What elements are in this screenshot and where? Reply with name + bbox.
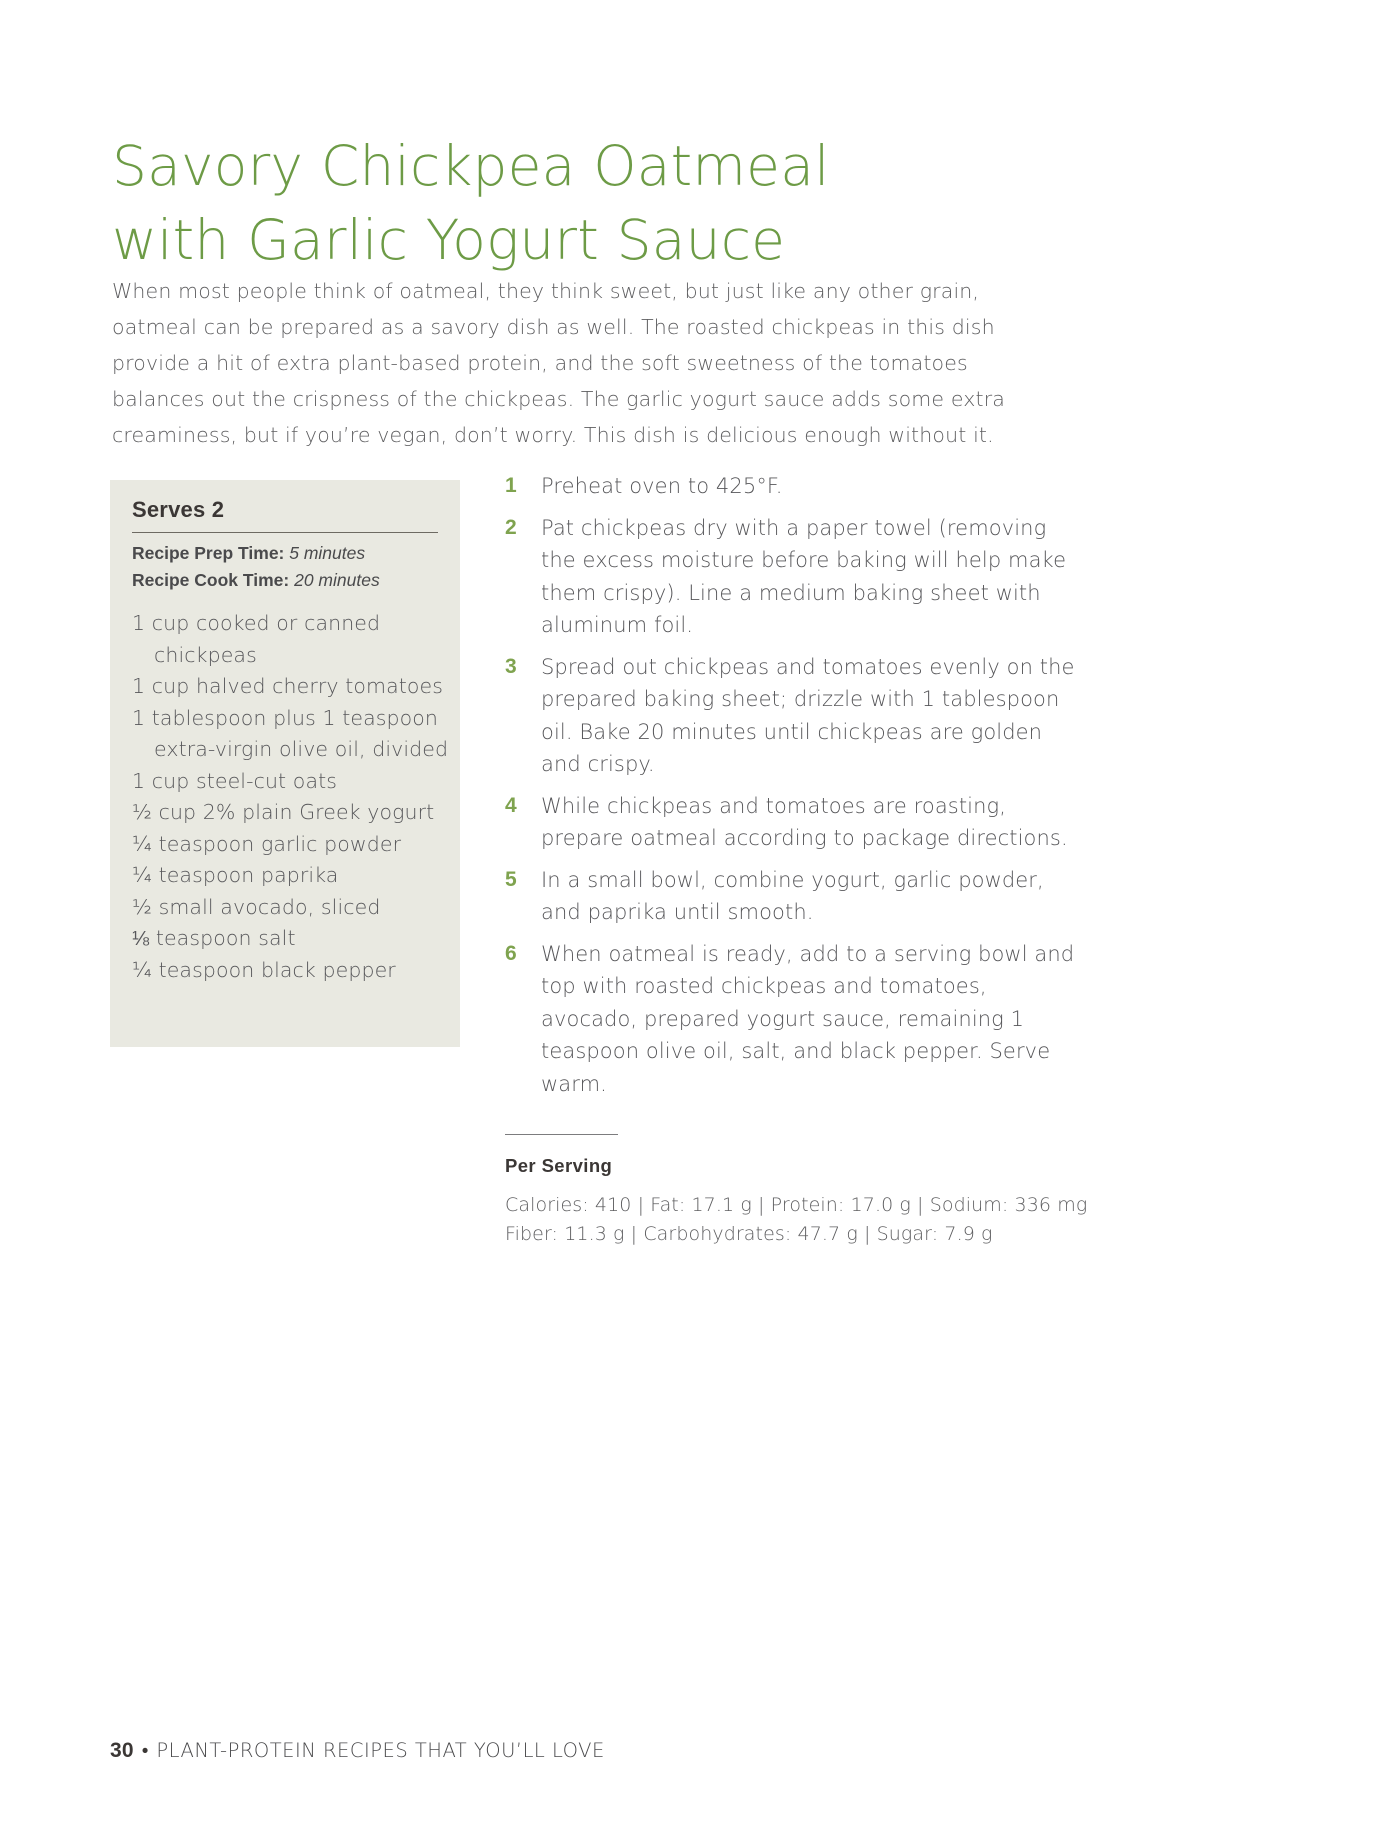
instruction-step [505,470,1075,503]
ingredient-item: ¼ teaspoon garlic powder [132,831,402,856]
nutrition-divider [505,1134,618,1135]
ingredient-item: 1 cup steel-cut oats [132,768,338,793]
step-number: 2 [505,515,517,539]
ingredient-item: 1 tablespoon plus 1 teaspoon extra-virgin olive oil, divided [132,705,449,761]
instruction-step [505,512,1075,642]
step-text: When oatmeal is ready, add to a serving bowl and top with roasted chickpeas and tomatoes, avocado, prepared yogurt sauce, remaining 1 teaspoon olive oil, salt, and black pepper. Serve warm. [541,941,1075,1096]
ingredient-item: 1 cup cooked or canned chickpeas [132,611,381,667]
intro-paragraph: When most people think of oatmeal, they think sweet, but just like any other grain, oatmeal can be prepared as a savory dish as well. The roasted chickpeas in this dish provide a hit of extra plant-based protein, and the soft sweetness of the tomatoes balances out the crispness of the chickpeas. The garlic yogurt sauce adds some extra creaminess, but if you’re vegan, don’t worry. This dish is delicious enough without it. [112,278,1005,447]
nutrition-block [505,1134,1088,1249]
step-number: 5 [505,867,517,891]
cook-time-label: Recipe Cook Time: [132,570,290,590]
instruction-step [505,938,1075,1101]
cook-time-value: 20 minutes [294,570,380,590]
serves-divider [132,532,438,533]
step-number: 4 [505,793,517,817]
step-number: 1 [505,474,517,497]
step-number: 6 [505,941,517,965]
step-text: In a small bowl, combine yogurt, garlic powder, and paprika until smooth. [541,867,1044,924]
prep-time-label: Recipe Prep Time: [132,543,285,563]
instruction-steps-list [505,470,1075,1109]
recipe-info-box [110,480,460,1047]
footer-page-number: 30 [110,1739,134,1762]
step-number: 3 [505,654,517,678]
instruction-step [505,651,1075,781]
nutrition-line-2: Fiber: 11.3 g | Carbohydrates: 47.7 g | Sugar: 7.9 g [505,1223,993,1245]
instruction-step [505,790,1075,855]
instruction-step [505,864,1075,929]
nutrition-heading: Per Serving [505,1155,613,1176]
ingredients-list [132,608,450,986]
nutrition-line-1: Calories: 410 | Fat: 17.1 g | Protein: 17.0 g | Sodium: 336 mg [505,1194,1088,1216]
page-title-line-2: with Garlic Yogurt Sauce [112,207,786,272]
step-text: Preheat oven to 425°F. [541,474,783,498]
ingredient-item: ¼ teaspoon paprika [132,863,339,887]
page-footer [110,1739,605,1763]
footer-section-title: PLANT-PROTEIN RECIPES THAT YOU’LL LOVE [156,1739,605,1762]
step-text: While chickpeas and tomatoes are roasting, prepare oatmeal according to package directions. [541,793,1068,850]
cook-time-row [132,567,452,594]
step-text: Spread out chickpeas and tomatoes evenly on the prepared baking sheet; drizzle with 1 tablespoon oil. Bake 20 minutes until chickpeas are golden and crispy. [541,654,1075,776]
page-title-line-1: Savory Chickpea Oatmeal [112,133,830,198]
ingredient-item: ½ small avocado, sliced [132,894,381,919]
prep-time-row [132,540,452,567]
serves-heading: Serves 2 [132,497,225,522]
prep-time-value: 5 minutes [289,543,366,563]
step-text: Pat chickpeas dry with a paper towel (removing the excess moisture before baking will help make them crispy). Line a medium baking sheet with aluminum foil. [541,515,1067,637]
page-title [112,129,1112,277]
ingredient-item: ⅛ teaspoon salt [132,926,296,950]
ingredient-item: ½ cup 2% plain Greek yogurt [132,800,435,824]
ingredient-item: 1 cup halved cherry tomatoes [132,674,444,698]
footer-bullet-icon: • [141,1741,149,1762]
ingredient-item: ¼ teaspoon black pepper [132,957,396,982]
recipe-times [132,540,452,594]
